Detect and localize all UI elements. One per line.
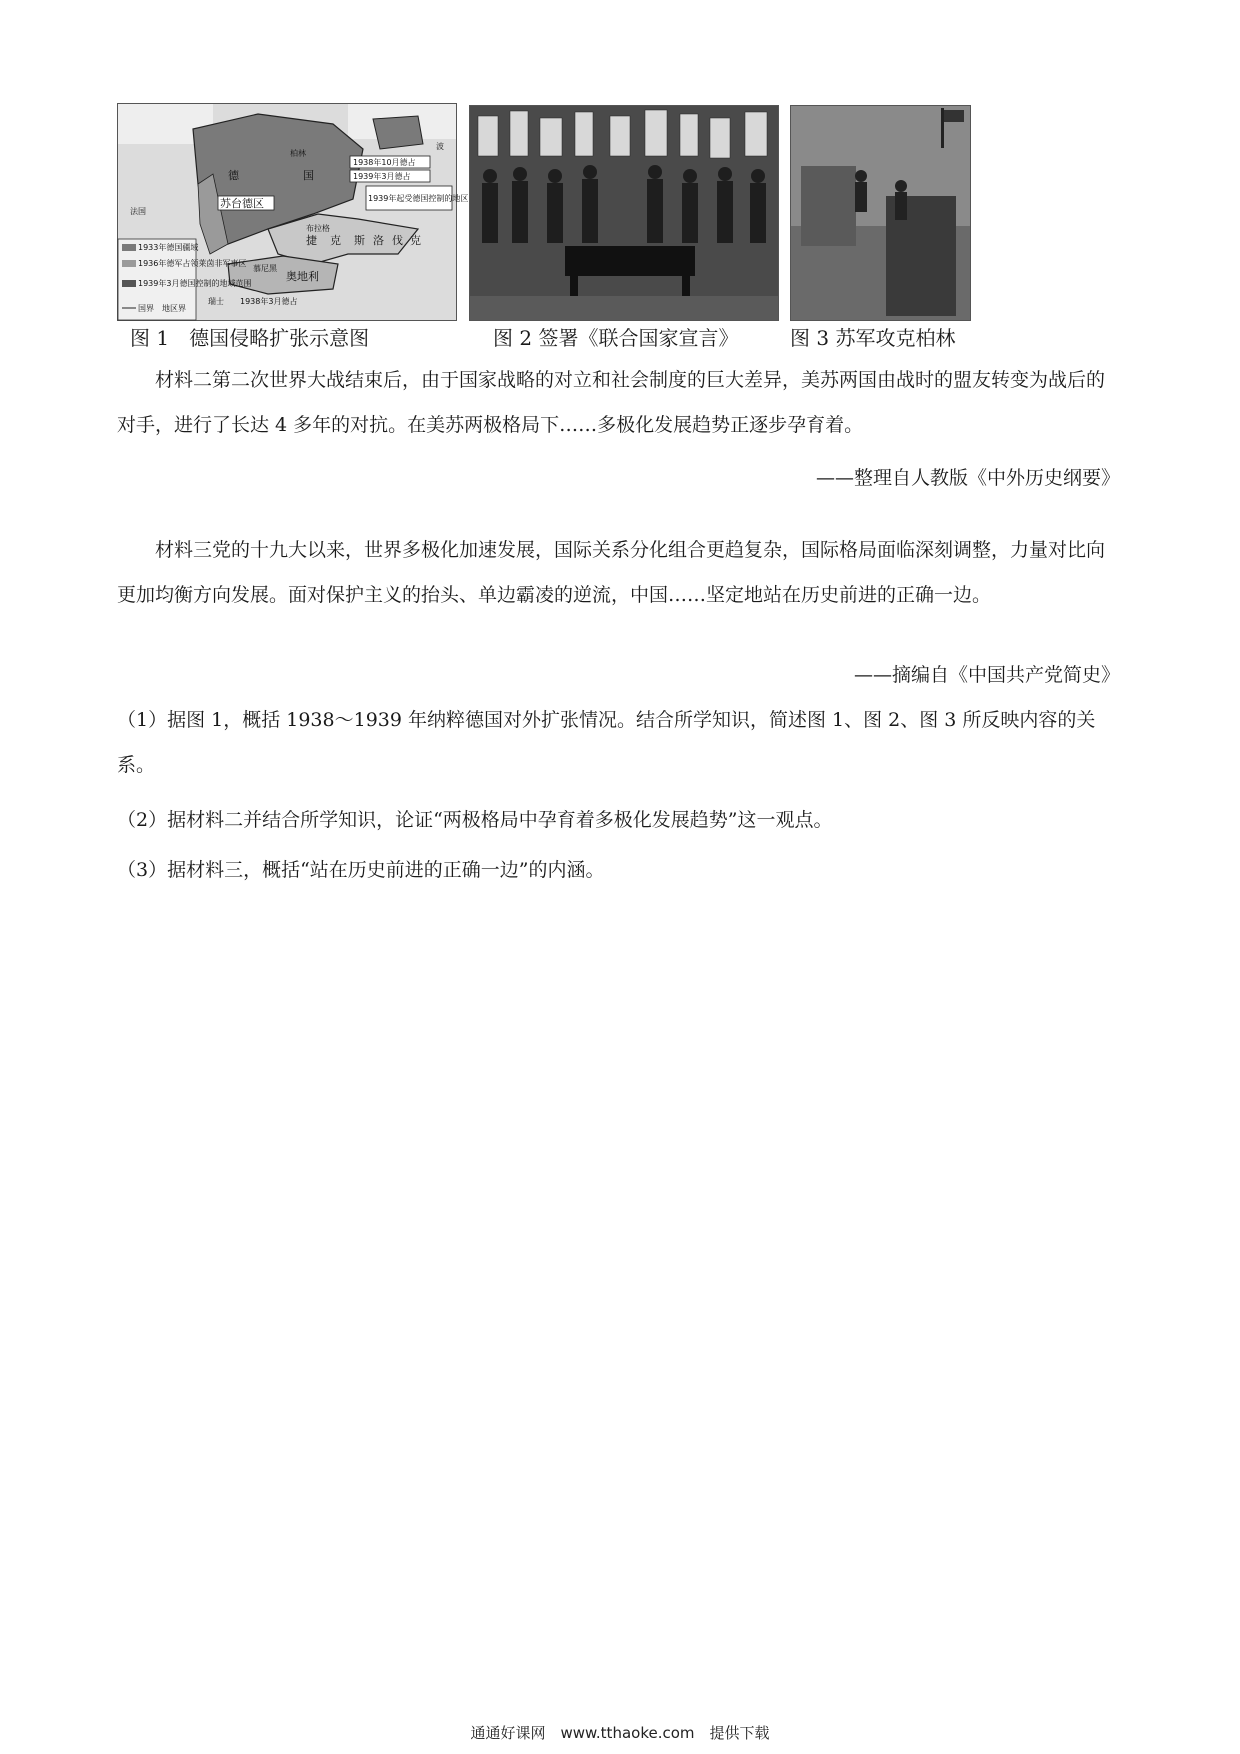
figure-3-caption: 图 3 苏军攻克柏林 [790, 326, 956, 350]
map-label-germany-1: 德 [228, 169, 239, 182]
map-callout-1939-ctrl: 1939年起受德国控制的地区 [368, 194, 469, 203]
map-label-munich: 慕尼黑 [253, 264, 277, 273]
question-2: （2）据材料二并结合所学知识，论证“两极格局中孕育着多极化发展趋势”这一观点。 [117, 809, 833, 831]
map-label-poland: 波 [436, 142, 444, 151]
map-label-prague: 布拉格 [306, 224, 330, 233]
map-callout-1938-oct: 1938年10月德占 [353, 158, 416, 167]
map-label-sudeten: 苏台德区 [220, 197, 264, 210]
signing-photo [470, 106, 778, 320]
question-3: （3）据材料三，概括“站在历史前进的正确一边”的内涵。 [117, 859, 605, 881]
page-footer: 通通好课网 www.tthaoke.com 提供下载 [470, 1724, 770, 1742]
map-label-berlin: 柏林 [290, 149, 306, 158]
material-3-text: 材料三党的十九大以来，世界多极化加速发展，国际关系分化组合更趋复杂，国际格局面临深刻调整，力量对比向更加均衡方向发展。面对保护主义的抬头、单边霸凌的逆流，中国……坚定地站在历史前进的正确一边。 [117, 539, 1106, 606]
figure-1-caption: 图 1 德国侵略扩张示意图 [130, 326, 370, 350]
map-label-austria: 奥地利 [286, 270, 319, 283]
map-label-france: 法国 [130, 207, 146, 216]
map-legend-4: 国界 地区界 [138, 304, 186, 313]
map-legend-2: 1936年德军占领莱茵非军事区 [138, 259, 247, 268]
question-1: （1）据图 1，概括 1938～1939 年纳粹德国对外扩张情况。结合所学知识，简述图 1、图 2、图 3 所反映内容的关系。 [117, 709, 1096, 776]
figure-3-photo [790, 105, 971, 321]
map-label-czech-4: 洛 [373, 234, 384, 247]
map-label-switzerland: 瑞士 [208, 297, 224, 306]
map-label-czech-3: 斯 [354, 234, 365, 247]
figure-1-map [117, 103, 469, 321]
figure-2-caption: 图 2 签署《联合国家宣言》 [493, 326, 739, 350]
material-2-source: ——整理自人教版《中外历史纲要》 [815, 467, 1120, 489]
material-2-text: 材料二第二次世界大战结束后，由于国家战略的对立和社会制度的巨大差异，美苏两国由战时的盟友转变为战后的对手，进行了长达 4 多年的对抗。在美苏两极格局下……多极化发展趋势正逐步孕育着。 [117, 369, 1106, 436]
figure-2-photo [469, 105, 779, 321]
map-label-czech-5: 伐 [392, 234, 403, 247]
map-callout-1938-mar: 1938年3月德占 [240, 297, 298, 306]
map-label-germany-2: 国 [303, 169, 314, 182]
map-graphic [118, 104, 469, 320]
map-label-czech-2: 克 [330, 234, 341, 247]
map-callout-1939-mar: 1939年3月德占 [353, 172, 411, 181]
map-legend-3: 1939年3月德国控制的地域范围 [138, 279, 252, 288]
map-label-czech-1: 捷 [306, 234, 317, 247]
map-label-czech-6: 克 [410, 234, 421, 247]
material-3-source: ——摘编自《中国共产党简史》 [853, 664, 1120, 686]
map-legend-1: 1933年德国疆域 [138, 243, 199, 252]
berlin-photo [791, 106, 970, 320]
